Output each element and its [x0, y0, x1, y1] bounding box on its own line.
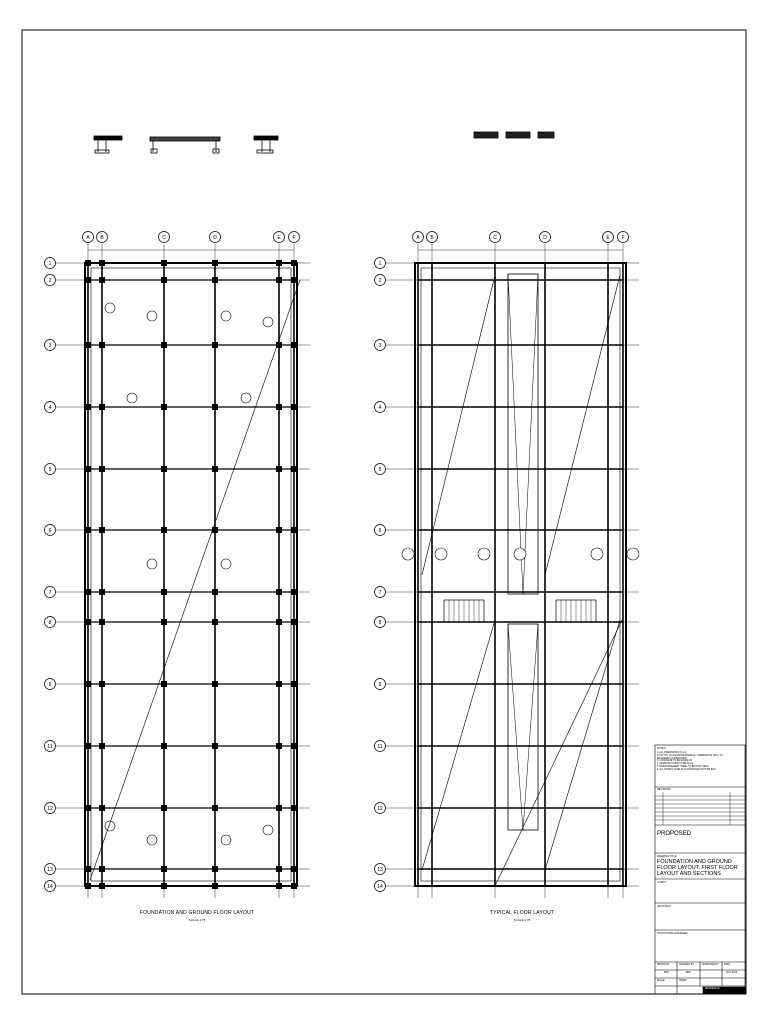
structural-column [161, 527, 167, 533]
structural-column [161, 404, 167, 410]
note-item: 3. CONCRETE TO BE GRADE 25 [657, 760, 692, 763]
void-diagonal [508, 624, 538, 830]
section-marker [478, 548, 490, 560]
grid-label-row: 11 [377, 743, 383, 750]
structural-column [85, 805, 91, 811]
section-marker [514, 548, 526, 560]
structural-column [99, 277, 105, 283]
structural-column [276, 277, 282, 283]
grid-label-col: B [430, 235, 434, 241]
grid-label-row: 9 [48, 681, 52, 688]
structural-column [85, 619, 91, 625]
grid-label-row: 6 [48, 527, 52, 534]
architect-label: ARCHITECT [657, 905, 672, 908]
date-header: DATE [724, 964, 730, 966]
grid-label-row: 5 [48, 466, 52, 473]
grid-label-row: 6 [378, 527, 382, 534]
grid-label-row: 2 [378, 277, 382, 284]
revisions-label: REVISIONS [657, 788, 671, 791]
slab-marker [147, 559, 157, 569]
structural-column [276, 743, 282, 749]
section-line [422, 620, 495, 870]
structural-column [99, 466, 105, 472]
grid-label-row: 12 [47, 805, 53, 812]
inner-wall [421, 268, 620, 881]
section-line [90, 280, 300, 880]
grid-label-row: 5 [378, 466, 382, 473]
grid-label-row: 2 [48, 277, 52, 284]
section-marker [627, 548, 639, 560]
grid-label-row: 14 [47, 883, 53, 890]
notes-label: NOTES [657, 747, 666, 750]
structural-column [212, 883, 218, 889]
structural-column [291, 883, 297, 889]
structural-column [276, 805, 282, 811]
structural-column [161, 805, 167, 811]
slab-marker [221, 835, 231, 845]
grid-label-row: 14 [377, 883, 383, 890]
structural-column [85, 466, 91, 472]
section-line [495, 620, 622, 886]
structural-column [161, 589, 167, 595]
central-void [508, 274, 538, 594]
slab-marker [127, 393, 137, 403]
structural-column [99, 866, 105, 872]
structural-column [276, 342, 282, 348]
drawn-by-header: DRAWN BY [657, 964, 670, 966]
structural-column [212, 466, 218, 472]
grid-label-row: 1 [48, 260, 52, 267]
structural-column [161, 743, 167, 749]
structural-column [99, 743, 105, 749]
structural-column [291, 260, 297, 266]
structural-column [276, 260, 282, 266]
left-plan-scale: SCALE 1:75 [188, 918, 206, 922]
structural-column [85, 277, 91, 283]
structural-column [85, 342, 91, 348]
structural-column [276, 466, 282, 472]
structural-column [291, 866, 297, 872]
note-item: 2. DO NOT SCALE FROM DRAWING - DIMENSIONS ONLY TO [657, 754, 723, 757]
structural-column [99, 589, 105, 595]
foundation-ground-floor-plan [45, 232, 311, 899]
date-value: 2017-2018 [726, 972, 737, 974]
structural-column [212, 866, 218, 872]
drawing-title: FOUNDATION AND GROUND FLOOR LAYOUT, FIRST FLOOR LAYOUT AND SECTIONS [657, 859, 738, 878]
typical-floor-plan [375, 232, 640, 899]
structural-column [99, 260, 105, 266]
grid-label-row: 8 [48, 619, 52, 626]
checked-by-value: BRD [686, 972, 691, 974]
structural-column [276, 404, 282, 410]
section-marker [591, 548, 603, 560]
structural-column [276, 866, 282, 872]
grid-label-row: 7 [378, 589, 382, 596]
drawing-title-label: DRAWING TITLE [657, 855, 677, 858]
client-label: CLIENT [657, 881, 666, 884]
structural-column [276, 883, 282, 889]
structural-column [291, 527, 297, 533]
grid-label-row: 8 [378, 619, 382, 626]
structural-column [85, 589, 91, 595]
section-marker [402, 548, 414, 560]
structural-column [161, 342, 167, 348]
structural-column [99, 681, 105, 687]
structural-column [212, 404, 218, 410]
inner-wall [91, 268, 291, 881]
right-plan-title: TYPICAL FLOOR LAYOUT [489, 910, 555, 916]
note-item: ENGINEERS SUPERVISION [657, 757, 687, 760]
sheet-border [22, 30, 746, 994]
slab-marker [221, 311, 231, 321]
structural-column [291, 277, 297, 283]
grid-label-row: 7 [48, 589, 52, 596]
notes-list [657, 752, 743, 772]
structural-column [85, 404, 91, 410]
structural-column [212, 527, 218, 533]
structural-column [99, 342, 105, 348]
grid-label-col: C [493, 235, 497, 241]
grid-label-row: 12 [377, 805, 383, 812]
checked-by-header: CHECKED BY [679, 964, 694, 966]
slab-marker [105, 303, 115, 313]
grid-label-row: 4 [378, 404, 382, 411]
drawn-by-value: BRD [664, 972, 669, 974]
structural-column [99, 805, 105, 811]
slab-marker [221, 559, 231, 569]
structural-column [212, 342, 218, 348]
structural-column [161, 883, 167, 889]
structural-column [291, 589, 297, 595]
structural-column [212, 743, 218, 749]
structural-column [99, 883, 105, 889]
structural-column [212, 260, 218, 266]
structural-column [212, 589, 218, 595]
section-marker [435, 548, 447, 560]
grid-label-col: F [621, 235, 625, 241]
structural-column [276, 619, 282, 625]
structural-column [212, 619, 218, 625]
structural-column [291, 681, 297, 687]
grid-label-row: 13 [47, 866, 53, 873]
slab-marker [263, 317, 273, 327]
slab-marker [147, 835, 157, 845]
grid-label-row: 13 [377, 866, 383, 873]
structural-column [212, 277, 218, 283]
outer-wall [85, 263, 297, 886]
note-item: 1. ALL DIMENSIONS IN mm [657, 752, 687, 754]
slab-marker [147, 311, 157, 321]
grid-label-col: A [416, 235, 420, 241]
right-plan-scale: SCALE 1:75 [513, 918, 531, 922]
structural-column [161, 277, 167, 283]
consultant-label: STRUCTURAL ENGINEER [657, 932, 688, 935]
structural-column [276, 527, 282, 533]
grid-label-row: 3 [378, 342, 382, 349]
structural-column [291, 743, 297, 749]
structural-column [212, 805, 218, 811]
grid-label-col: E [606, 235, 610, 241]
structural-column [161, 866, 167, 872]
note-item: 4. MINIMUM COVER TO BE 40mm [657, 763, 694, 766]
structural-column [85, 681, 91, 687]
structural-column [99, 619, 105, 625]
structural-column [291, 805, 297, 811]
left-plan-title: FOUNDATION AND GROUND FLOOR LAYOUT [139, 910, 255, 916]
structural-column [276, 589, 282, 595]
structural-column [85, 743, 91, 749]
approved-by-header: APPROVED BY [702, 964, 719, 966]
grid-label-col: B [100, 235, 104, 241]
grid-label-row: 1 [378, 260, 382, 267]
grid-label-row: 9 [378, 681, 382, 688]
central-void [508, 624, 538, 830]
structural-column [276, 681, 282, 687]
sheet-label: SHEET [679, 980, 687, 982]
section-details-left [94, 136, 278, 153]
grid-label-col: F [292, 235, 296, 241]
grid-label-row: 4 [48, 404, 52, 411]
void-diagonal [508, 274, 538, 594]
structural-column [212, 681, 218, 687]
section-details-right [474, 132, 554, 138]
drawing-status: PROPOSED [657, 831, 692, 837]
grid-label-col: D [213, 235, 217, 241]
structural-column [291, 466, 297, 472]
structural-column [161, 260, 167, 266]
grid-label-row: 11 [47, 743, 53, 750]
structural-column [291, 404, 297, 410]
structural-column [161, 681, 167, 687]
grid-label-col: D [543, 235, 547, 241]
grid-label-col: E [277, 235, 281, 241]
structural-column [291, 619, 297, 625]
structural-column [99, 404, 105, 410]
structural-column [85, 883, 91, 889]
structural-column [85, 866, 91, 872]
structural-column [99, 527, 105, 533]
drawing-no-label: DRAWING No. [705, 988, 721, 990]
structural-column [161, 466, 167, 472]
note-item: 5. REINFORCEMENT STEEL TO BE HIGH YIELD [657, 765, 709, 768]
grid-label-col: A [86, 235, 90, 241]
structural-column [161, 619, 167, 625]
grid-label-row: 3 [48, 342, 52, 349]
scale-label: SCALE [657, 980, 665, 982]
structural-column [85, 260, 91, 266]
note-item: 6. ALL WORKS TO BE IN ACCORDANCE WITH BS 8110 [657, 768, 716, 771]
structural-column [85, 527, 91, 533]
slab-marker [241, 393, 251, 403]
structural-column [291, 342, 297, 348]
grid-label-col: C [162, 235, 166, 241]
slab-marker [263, 825, 273, 835]
